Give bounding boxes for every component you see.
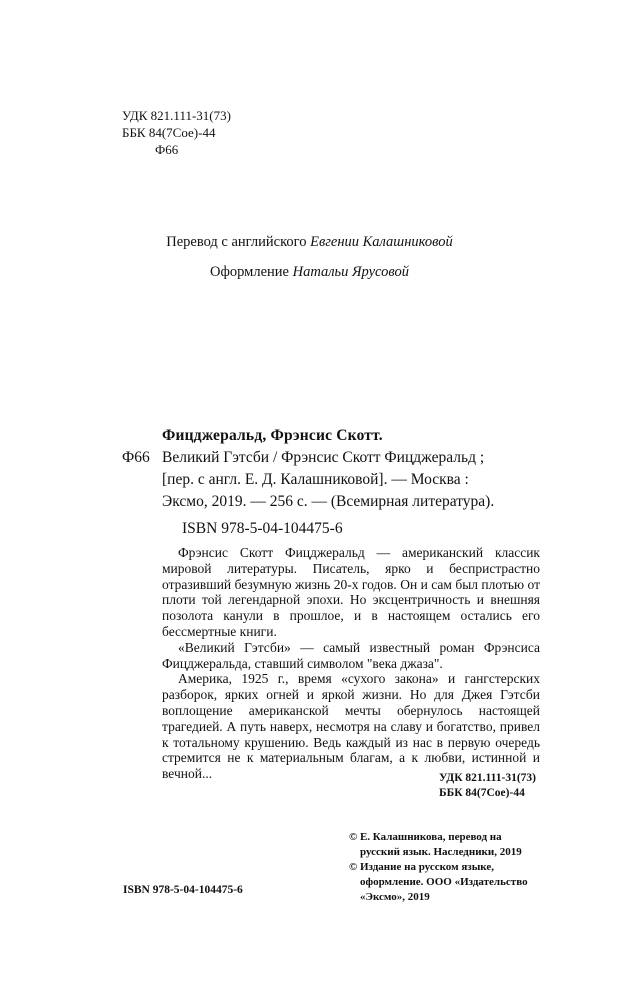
catalog-translator-line: [пер. с англ. Е. Д. Калашниковой]. — Москва : bbox=[162, 471, 469, 488]
catalog-author-mark: Ф66 bbox=[122, 449, 150, 466]
description bbox=[162, 545, 540, 782]
description-paragraph: Америка, 1925 г., время «сухого закона» и гангстерских разборок, ярких огней и яркой жизни. Но для Джея Гэтсби воплощение американской мечты обернулось настоящей трагедией. А путь наверх, несмотря на славу и богатство, привел к тотальному крушению. Ведь каждый из нас в первую очередь стремится не к материальным благам, а к любви, истинной и вечной... bbox=[162, 671, 540, 782]
designer-name: Натальи Ярусовой bbox=[292, 264, 409, 280]
translation-prefix: Перевод с английского bbox=[166, 234, 307, 250]
bbk-code: ББК 84(7Сое)-44 bbox=[122, 125, 216, 140]
copyright-translation-cont: русский язык. Наследники, 2019 bbox=[360, 846, 522, 858]
catalog-author: Фицджеральд, Фрэнсис Скотт. bbox=[162, 427, 383, 444]
copyright-block bbox=[349, 830, 528, 905]
copyright-edition: © Издание на русском языке, bbox=[349, 861, 494, 873]
copyright-translation: © Е. Калашникова, перевод на bbox=[349, 831, 502, 843]
udk-code-secondary: УДК 821.111-31(73) bbox=[439, 772, 536, 784]
description-paragraph: «Великий Гэтсби» — самый известный роман Фрэнсиса Фицджеральда, ставший символом "века джаза". bbox=[162, 639, 540, 671]
description-paragraph: Фрэнсис Скотт Фицджеральд — американский классик мировой литературы. Писатель, ярко и беспристрастно отразивший безумную жизнь 20-х годов. Он и сам был плотью от плоти той легендарной эпохи. Но эксцентричность и внешняя позолота канули в прошлое, и в настоящем остались его бессмертные книги. bbox=[162, 545, 540, 639]
design-prefix: Оформление bbox=[210, 264, 289, 280]
catalog-isbn: ISBN 978-5-04-104475-6 bbox=[182, 520, 343, 537]
copyright-edition-cont: «Эксмо», 2019 bbox=[360, 891, 430, 903]
catalog-title-line: Великий Гэтсби / Фрэнсис Скотт Фицджеральд ; bbox=[162, 449, 485, 466]
bbk-code-secondary: ББК 84(7Сое)-44 bbox=[439, 787, 525, 799]
translation-credit bbox=[0, 234, 619, 251]
copyright-edition-cont: оформление. ООО «Издательство bbox=[360, 876, 528, 888]
author-mark: Ф66 bbox=[155, 142, 179, 157]
udk-code: УДК 821.111-31(73) bbox=[122, 108, 231, 123]
translator-name: Евгении Калашниковой bbox=[310, 234, 453, 250]
design-credit bbox=[0, 264, 619, 281]
catalog-publisher-line: Эксмо, 2019. — 256 с. — (Всемирная литература). bbox=[162, 493, 495, 510]
footer-isbn: ISBN 978-5-04-104475-6 bbox=[123, 884, 243, 896]
